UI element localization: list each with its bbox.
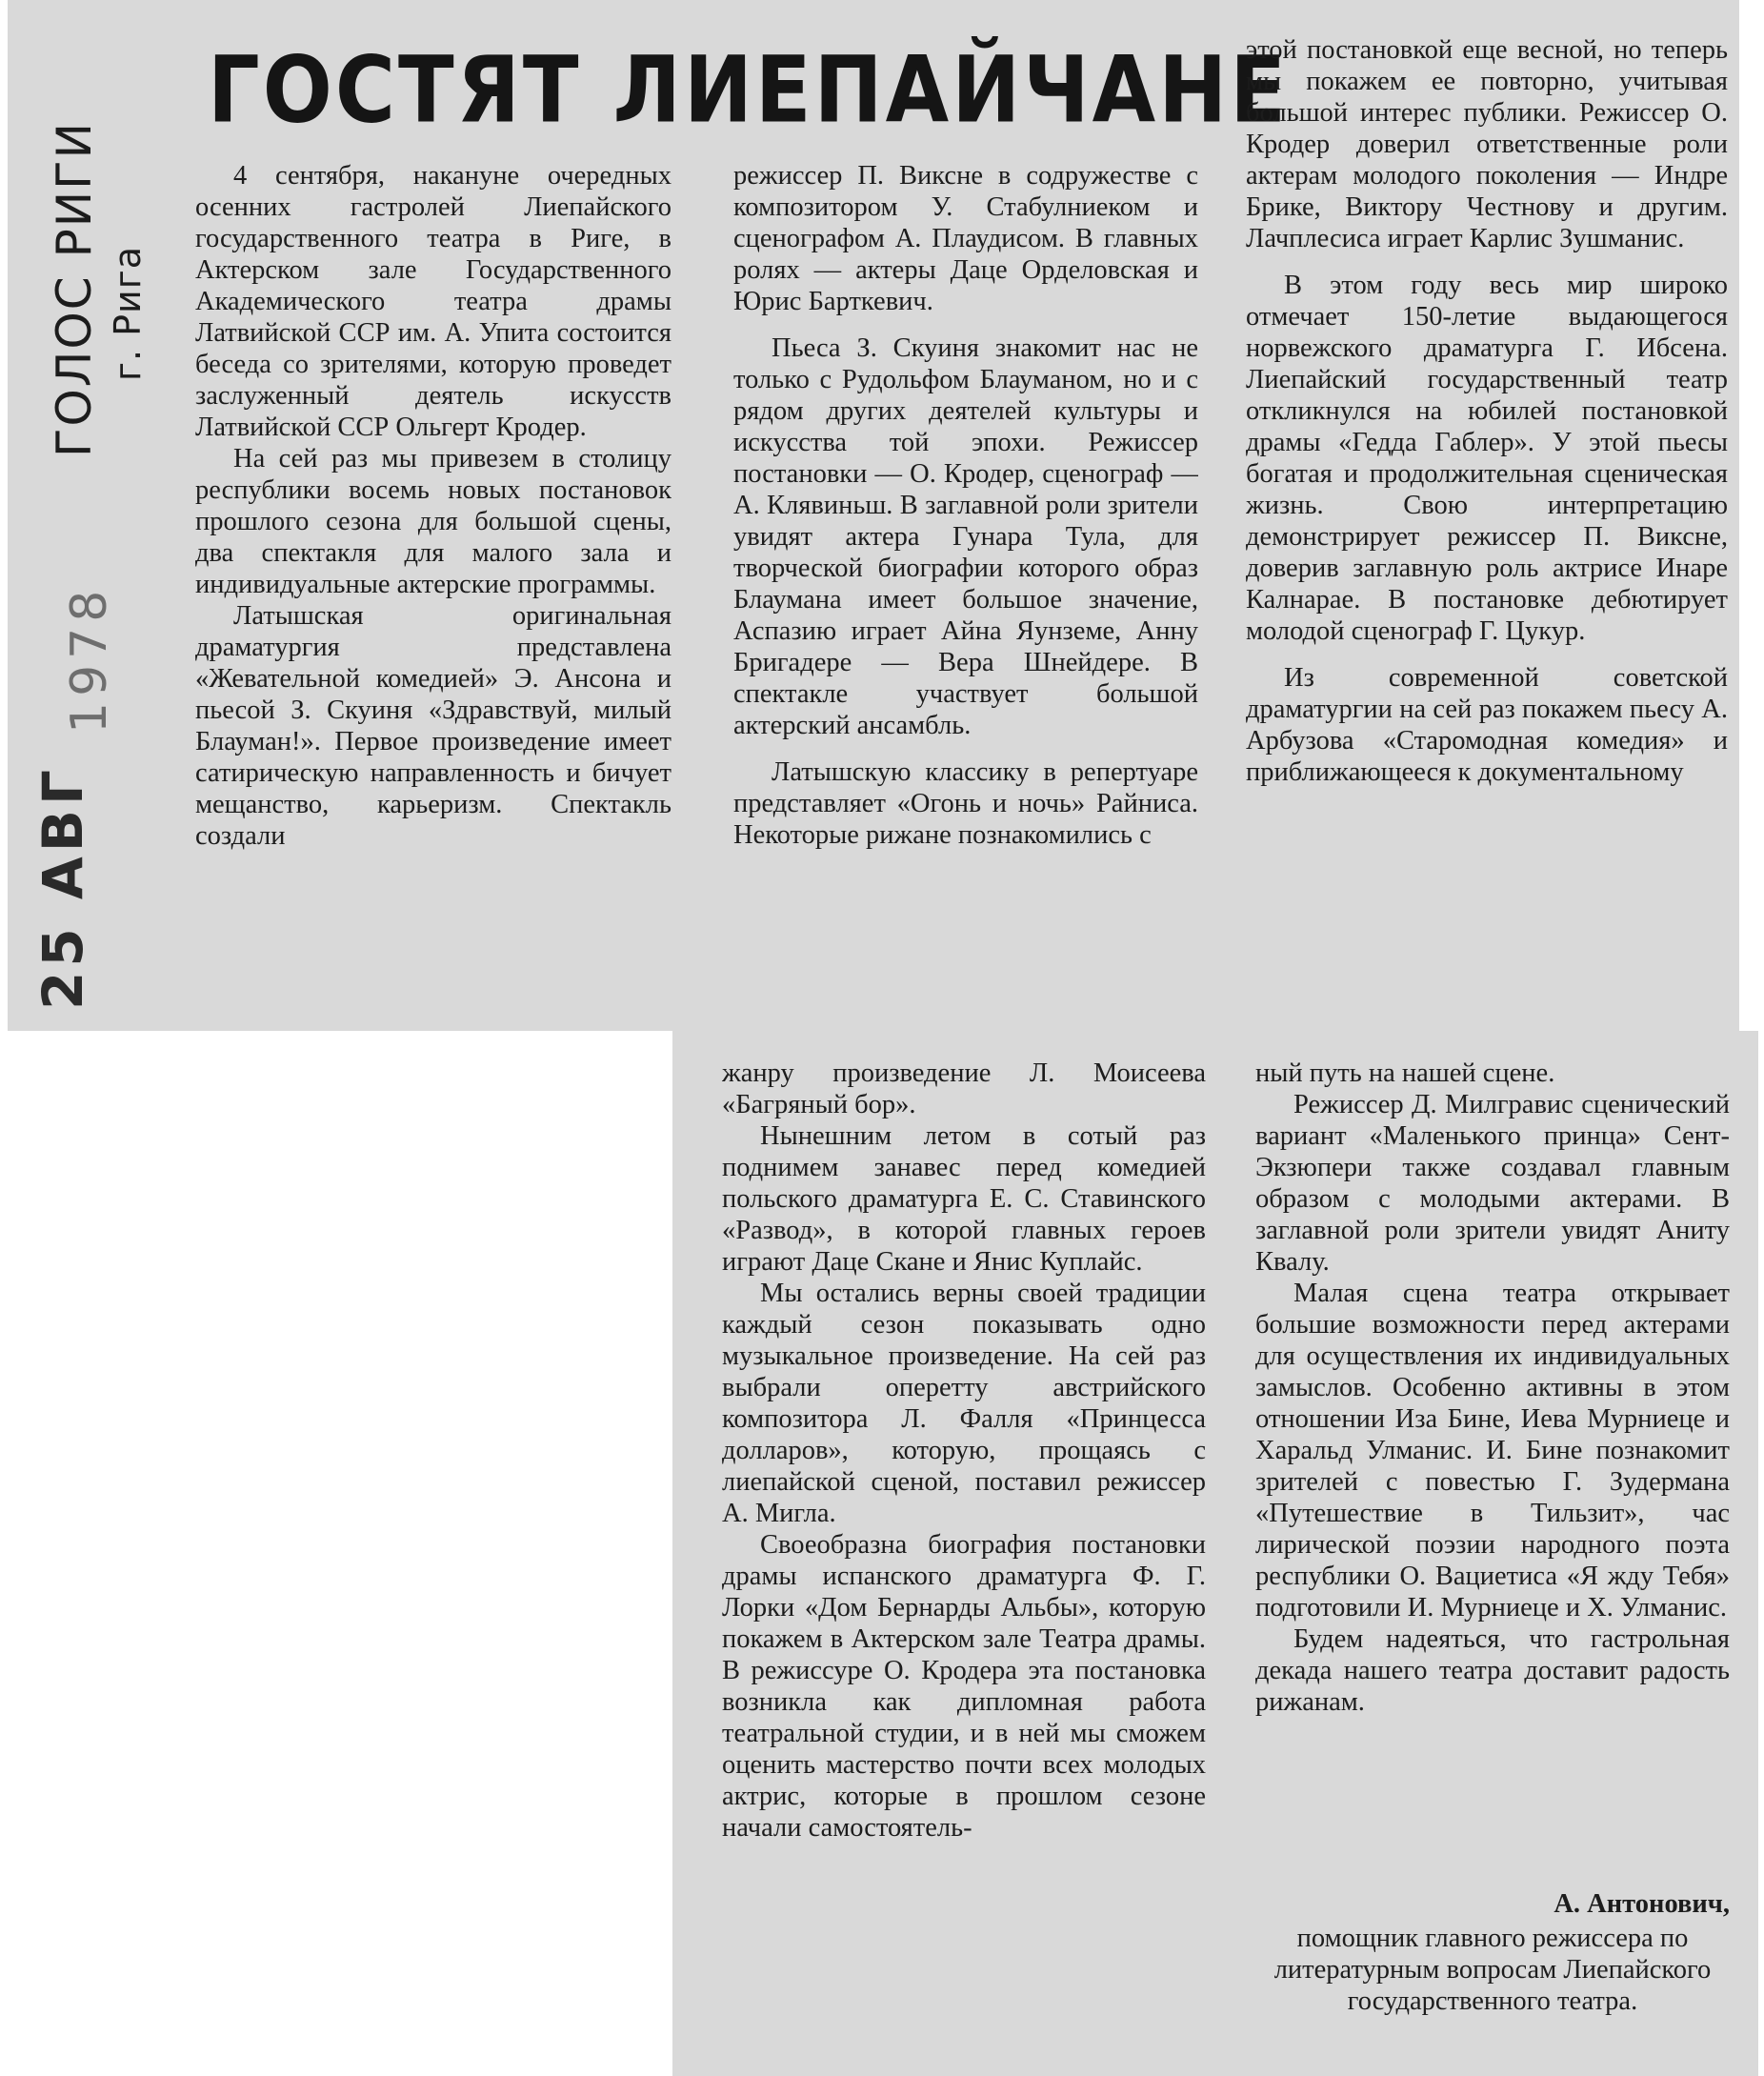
article-column-2 <box>733 160 1198 1025</box>
paragraph: В этом году весь мир широко отмечает 150-летие выдающегося норвежского драматурга Г. Ибсена. Лиепайский государственный театр откликнулся на юбилей постановкой драмы «Гедда Габлер». У этой пьесы богатая и продолжительная сценическая жизнь. Свою интерпретацию демонстрирует режиссер П. Виксне, доверив заглавную роль актрисе Инаре Калнарае. В постановке дебютирует молодой сценограф Г. Цукур. <box>1246 271 1728 646</box>
article-column-3 <box>1246 34 1728 1025</box>
article-column-4 <box>722 1058 1206 2069</box>
paragraph: Будем надеяться, что гастрольная декада нашего театра доставит радость рижанам. <box>1255 1624 1730 1717</box>
paragraph: На сей раз мы привезем в столицу республики восемь новых постановок прошлого сезона для большой сцены, два спектакля для малого зала и индивидуальные актерские программы. <box>195 444 672 599</box>
author-name: А. Антонович, <box>1554 1889 1730 1919</box>
paragraph: жанру произведение Л. Моисеева «Багряный бор». <box>722 1058 1206 1119</box>
paragraph: Мы остались верны своей традиции каждый сезон показывать одно музыкальное произведение. На сей раз выбрали оперетту австрийского композитора Л. Фалля «Принцесса долларов», которую, прощаясь с лиепайской сценой, поставил режиссер А. Мигла. <box>722 1279 1206 1528</box>
newspaper-name: ГОЛОС РИГИ <box>47 120 102 457</box>
paragraph: Латышская оригинальная драматургия представлена «Жевательной комедией» Э. Ансона и пьесой З. Скуиня «Здравствуй, милый Блауман!». Первое произведение имеет сатирическую направленность и бичует мещанство, карьеризм. Спектакль создали <box>195 601 672 851</box>
author-role: помощник главного режиссера по литературным вопросам Лиепайского государственного театра. <box>1273 1924 1712 2016</box>
paragraph: Нынешним летом в сотый раз поднимем занавес перед комедией польского драматурга Е. С. Ставинского «Развод», в которой главных героев играют Даце Скане и Янис Куплайс. <box>722 1121 1206 1277</box>
paragraph: Пьеса З. Скуиня знакомит нас не только с Рудольфом Блауманом, но и с рядом других деятелей культуры и искусства той эпохи. Режиссер постановки — О. Кродер, сценограф — А. Клявиньш. В заглавной роли зрители увидят актера Гунара Тула, для творческой биографии которого образ Блаумана имеет большое значение, Аспазию играет Айна Яунземе, Анну Бригадере — Вера Шнейдере. В спектакле участвует большой актерский ансамбль. <box>733 333 1198 740</box>
headline: ГОСТЯТ ЛИЕПАЙЧАНЕ <box>208 37 1289 145</box>
date-stamp: 25 АВГ <box>30 765 95 1010</box>
year-stamp: 1978 <box>61 584 118 734</box>
newspaper-city: г. Рига <box>107 246 149 381</box>
paragraph: Малая сцена театра открывает большие возможности перед актерами для осуществления их индивидуальных замыслов. Особенно активны в этом отношении Иза Бине, Иева Мурниеце и Харальд Улманис. И. Бине познакомит зрителей с повестью Г. Зудермана «Путешествие в Тильзит», час лирической поэзии народного поэта республики О. Вациетиса «Я жду Тебя» подготовили И. Мурниеце и Х. Улманис. <box>1255 1279 1730 1623</box>
paragraph: Латышскую классику в репертуаре представляет «Огонь и ночь» Райниса. Некоторые рижане познакомились с <box>733 757 1198 850</box>
paragraph: Режиссер Д. Милгравис сценический вариант «Маленького принца» Сент-Экзюпери также создавал главным образом с молодыми актерами. В заглавной роли зрители увидят Аниту Квалу. <box>1255 1090 1730 1277</box>
article-column-5 <box>1255 1058 1730 1839</box>
paragraph: Из современной советской драматургии на сей раз покажем пьесу А. Арбузова «Старомодная комедия» и приближающееся к документальному <box>1246 663 1728 787</box>
paragraph: ный путь на нашей сцене. <box>1255 1058 1555 1088</box>
paragraph: 4 сентября, накануне очередных осенних гастролей Лиепайского государственного театра в Риге, в Актерском зале Государственного Академического театра драмы Латвийской ССР им. А. Упита состоится беседа со зрителями, которую проведет заслуженный деятель искусств Латвийской ССР Ольгерт Кродер. <box>195 161 672 442</box>
article-column-1 <box>195 160 672 1025</box>
paragraph: Своеобразна биография постановки драмы испанского драматурга Ф. Г. Лорки «Дом Бернарды Альбы», которую покажем в Актерском зале Театра драмы. В режиссуре О. Кродера эта постановка возникла как дипломная работа театральной студии, и в ней мы сможем оценить мастерство почти всех молодых актрис, которые в прошлом сезоне начали самостоятель- <box>722 1530 1206 1843</box>
paragraph: этой постановкой еще весной, но теперь мы покажем ее повторно, учитывая большой интерес публики. Режиссер О. Кродер доверил ответственные роли актерам молодого поколения — Индре Брике, Виктору Честнову и другим. Лачплесиса играет Карлис Зушманис. <box>1246 35 1728 253</box>
paragraph: режиссер П. Виксне в содружестве с композитором У. Стабулниеком и сценографом А. Плаудисом. В главных ролях — актеры Даце Орделовская и Юрис Барткевич. <box>733 161 1198 316</box>
